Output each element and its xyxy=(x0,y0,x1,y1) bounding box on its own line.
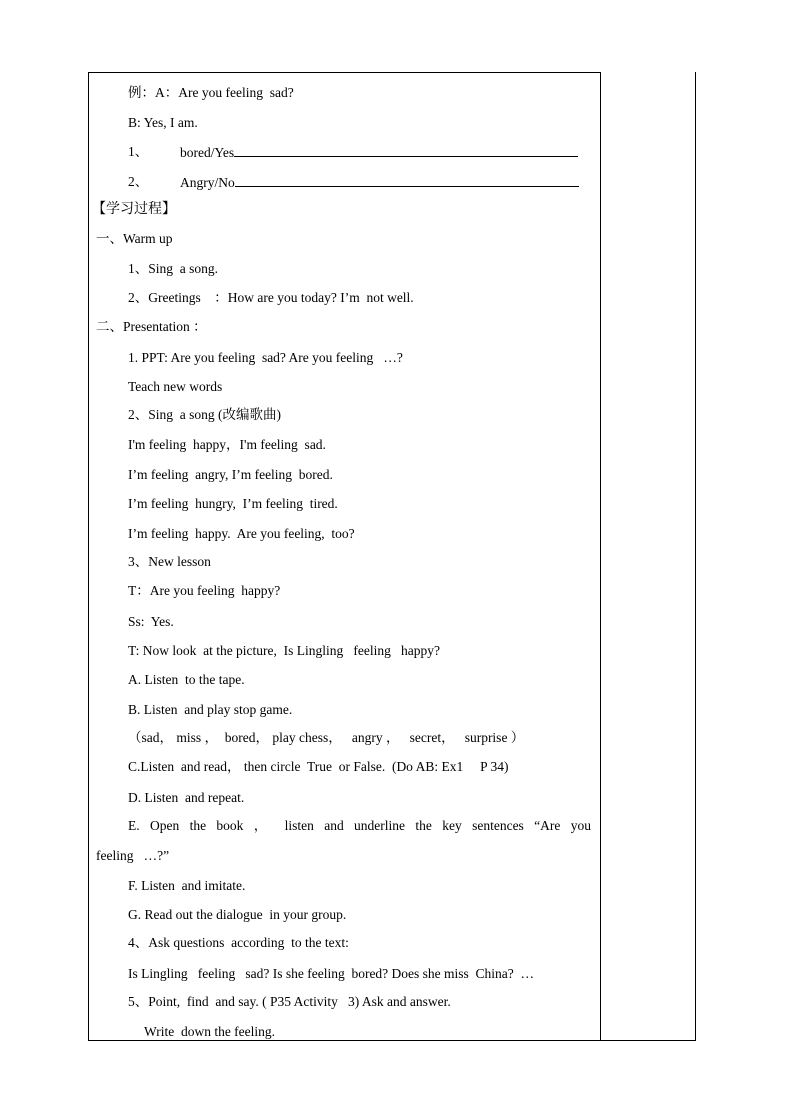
song-line-1: I'm feeling happy，I'm feeling sad. xyxy=(128,437,326,452)
section-title: 【学习过程】 xyxy=(92,201,176,217)
students-answer: Ss: Yes. xyxy=(128,614,174,629)
step-f: F. Listen and imitate. xyxy=(128,878,246,893)
table-border-right xyxy=(695,72,696,1041)
warmup-heading: 一、Warm up xyxy=(96,231,173,246)
table-border-top xyxy=(88,72,601,73)
sing-song-line: 2、Sing a song (改编歌曲) xyxy=(128,407,281,422)
song-line-2: I’m feeling angry, I’m feeling bored. xyxy=(128,467,333,482)
write-feeling-line: Write down the feeling. xyxy=(144,1024,276,1039)
exercise-1-text xyxy=(180,143,578,162)
example-line-a: 例：A：Are you feeling sad? xyxy=(128,85,294,100)
greetings-line: 2、Greetings ：How are you today? I’m not well. xyxy=(128,290,414,305)
ask-questions-line: 4、Ask questions according to the text: xyxy=(128,935,349,950)
exercise-2-label: Angry/No xyxy=(180,175,235,190)
exercise-1-label: bored/Yes xyxy=(180,145,235,160)
point-find-say-line: 5、Point, find and say. ( P35 Activity 3) Ask and answer. xyxy=(128,994,451,1009)
sing-line: 1、Sing a song. xyxy=(128,261,219,276)
step-e-line-1: E. Open the book ， listen and underline the key sentences “Are you xyxy=(128,818,591,833)
table-border-middle xyxy=(600,72,601,1041)
step-g: G. Read out the dialogue in your group. xyxy=(128,907,347,922)
step-a: A. Listen to the tape. xyxy=(128,672,245,687)
exercise-2-text xyxy=(180,173,579,192)
step-c: C.Listen and read， then circle True or False. (Do AB: Ex1 P 34) xyxy=(128,759,509,774)
teach-line: Teach new words xyxy=(128,379,223,394)
step-d: D. Listen and repeat. xyxy=(128,790,245,805)
word-list: （sad， miss ， bored， play chess， angry ， secret， surprise ） xyxy=(128,730,525,745)
exercise-1-blank[interactable] xyxy=(234,143,578,157)
step-b: B. Listen and play stop game. xyxy=(128,702,293,717)
exercise-2-number: 2、 xyxy=(128,174,149,189)
example-line-b: B: Yes, I am. xyxy=(128,115,198,130)
ppt-line: 1. PPT: Are you feeling sad? Are you feeling …? xyxy=(128,350,403,365)
exercise-2-blank[interactable] xyxy=(235,173,579,187)
questions-text: Is Lingling feeling sad? Is she feeling bored? Does she miss China? … xyxy=(128,966,535,981)
teacher-question-2: T: Now look at the picture, Is Lingling feeling happy? xyxy=(128,643,441,658)
song-line-3: I’m feeling hungry, I’m feeling tired. xyxy=(128,496,338,511)
presentation-heading: 二、Presentation ： xyxy=(96,319,207,334)
new-lesson-line: 3、New lesson xyxy=(128,554,211,569)
step-e-line-2: feeling …?” xyxy=(96,848,170,863)
teacher-question-1: T：Are you feeling happy? xyxy=(128,583,281,598)
table-border-left xyxy=(88,72,89,1041)
exercise-1-number: 1、 xyxy=(128,144,149,159)
song-line-4: I’m feeling happy. Are you feeling, too? xyxy=(128,526,355,541)
